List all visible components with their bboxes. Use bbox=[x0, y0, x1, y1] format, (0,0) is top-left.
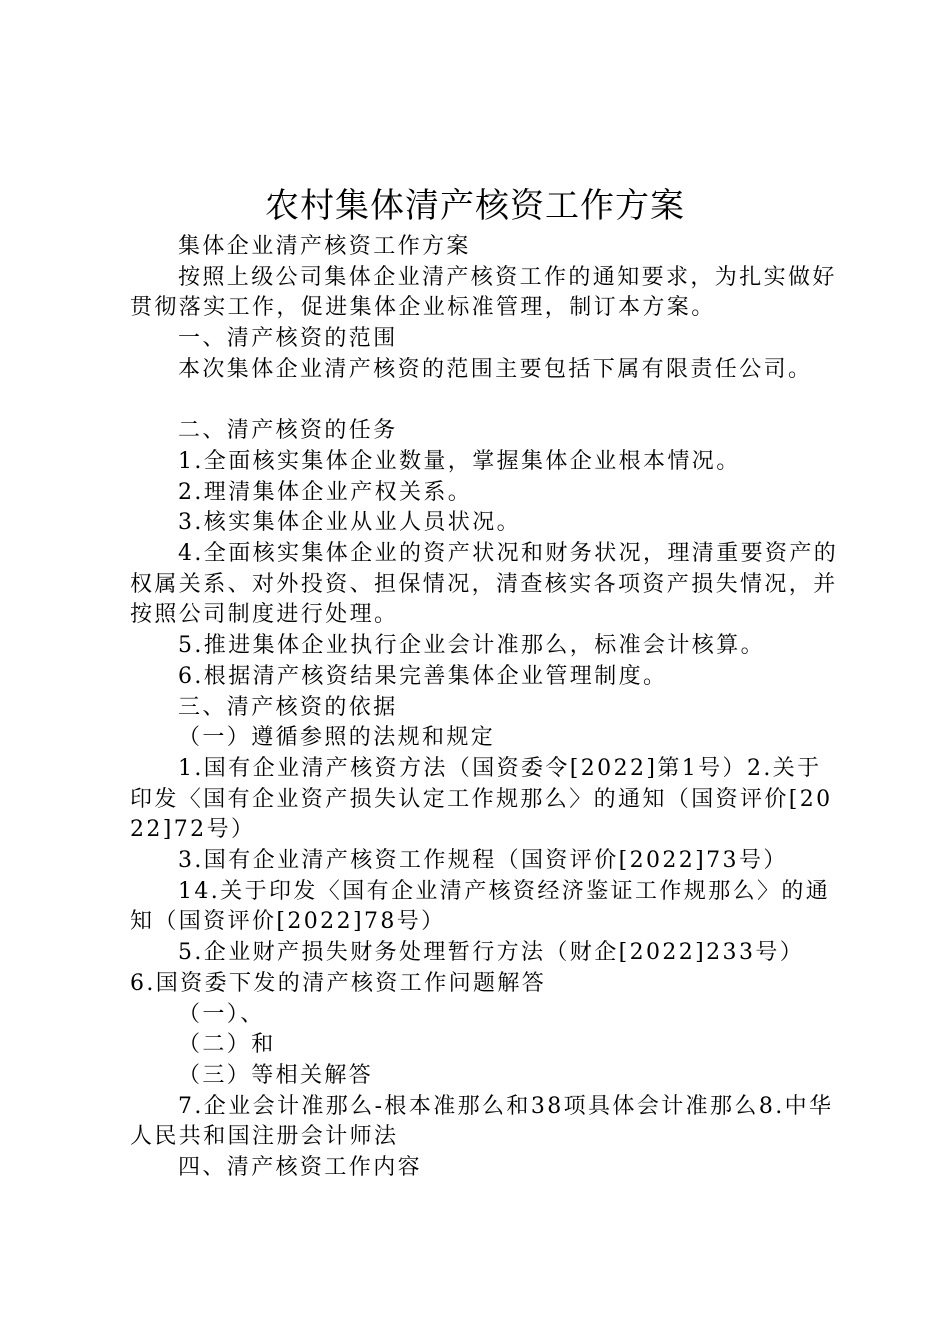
task-item-5: 5.推进集体企业执行企业会计准那么，标准会计核算。 bbox=[178, 633, 765, 659]
task-item-3: 3.核实集体企业从业人员状况。 bbox=[178, 510, 521, 536]
regulation-subitem-2: （二）和 bbox=[178, 1032, 276, 1058]
paragraph-intro: 按照上级公司集体企业清产核资工作的通知要求，为扎实做好贯彻落实工作，促进集体企业标准管理，制订本方案。 bbox=[130, 264, 837, 321]
blank-line bbox=[130, 386, 840, 417]
document-title: 农村集体清产核资工作方案 bbox=[265, 186, 685, 226]
regulation-subitem-3: （三）等相关解答 bbox=[178, 1062, 374, 1088]
regulation-item-5: 5.企业财产损失财务处理暂行方法（财企[2022]233号） bbox=[178, 940, 805, 966]
regulation-item-3: 3.国有企业清产核资工作规程（国资评价[2022]73号） bbox=[178, 848, 788, 874]
heading-scope: 一、清产核资的范围 bbox=[178, 326, 398, 352]
task-item-2: 2.理清集体企业产权关系。 bbox=[178, 479, 473, 505]
subheading-regulations: （一）遵循参照的法规和规定 bbox=[178, 725, 496, 751]
heading-basis: 三、清产核资的依据 bbox=[178, 694, 398, 720]
regulation-item-14: 14.关于印发〈国有企业清产核资经济鉴证工作规那么〉的通知（国资评价[2022]78号） bbox=[130, 878, 831, 935]
regulation-subitem-1: （一）、 bbox=[178, 1001, 265, 1027]
paragraph-subtitle: 集体企业清产核资工作方案 bbox=[178, 234, 471, 259]
regulation-item-7-8: 7.企业会计准那么-根本准那么和38项具体会计准那么8.中华人民共和国注册会计师法 bbox=[130, 1093, 834, 1150]
paragraph-scope: 本次集体企业清产核资的范围主要包括下属有限责任公司。 bbox=[178, 356, 813, 382]
task-item-1: 1.全面核实集体企业数量，掌握集体企业根本情况。 bbox=[178, 448, 741, 474]
document-body bbox=[130, 232, 840, 1184]
regulation-item-1-2: 1.国有企业清产核资方法（国资委令[2022]第1号）2.关于印发〈国有企业资产损失认定工作规那么〉的通知（国资评价[2022]72号） bbox=[130, 755, 833, 843]
heading-tasks: 二、清产核资的任务 bbox=[178, 418, 398, 444]
task-item-6: 6.根据清产核资结果完善集体企业管理制度。 bbox=[178, 663, 668, 689]
task-item-4: 4.全面核实集体企业的资产状况和财务状况，理清重要资产的权属关系、对外投资、担保情况，清查核实各项资产损失情况，并按照公司制度进行处理。 bbox=[130, 541, 839, 628]
regulation-item-6: 6.国资委下发的清产核资工作问题解答 bbox=[130, 970, 547, 996]
heading-work-content: 四、清产核资工作内容 bbox=[178, 1155, 423, 1181]
